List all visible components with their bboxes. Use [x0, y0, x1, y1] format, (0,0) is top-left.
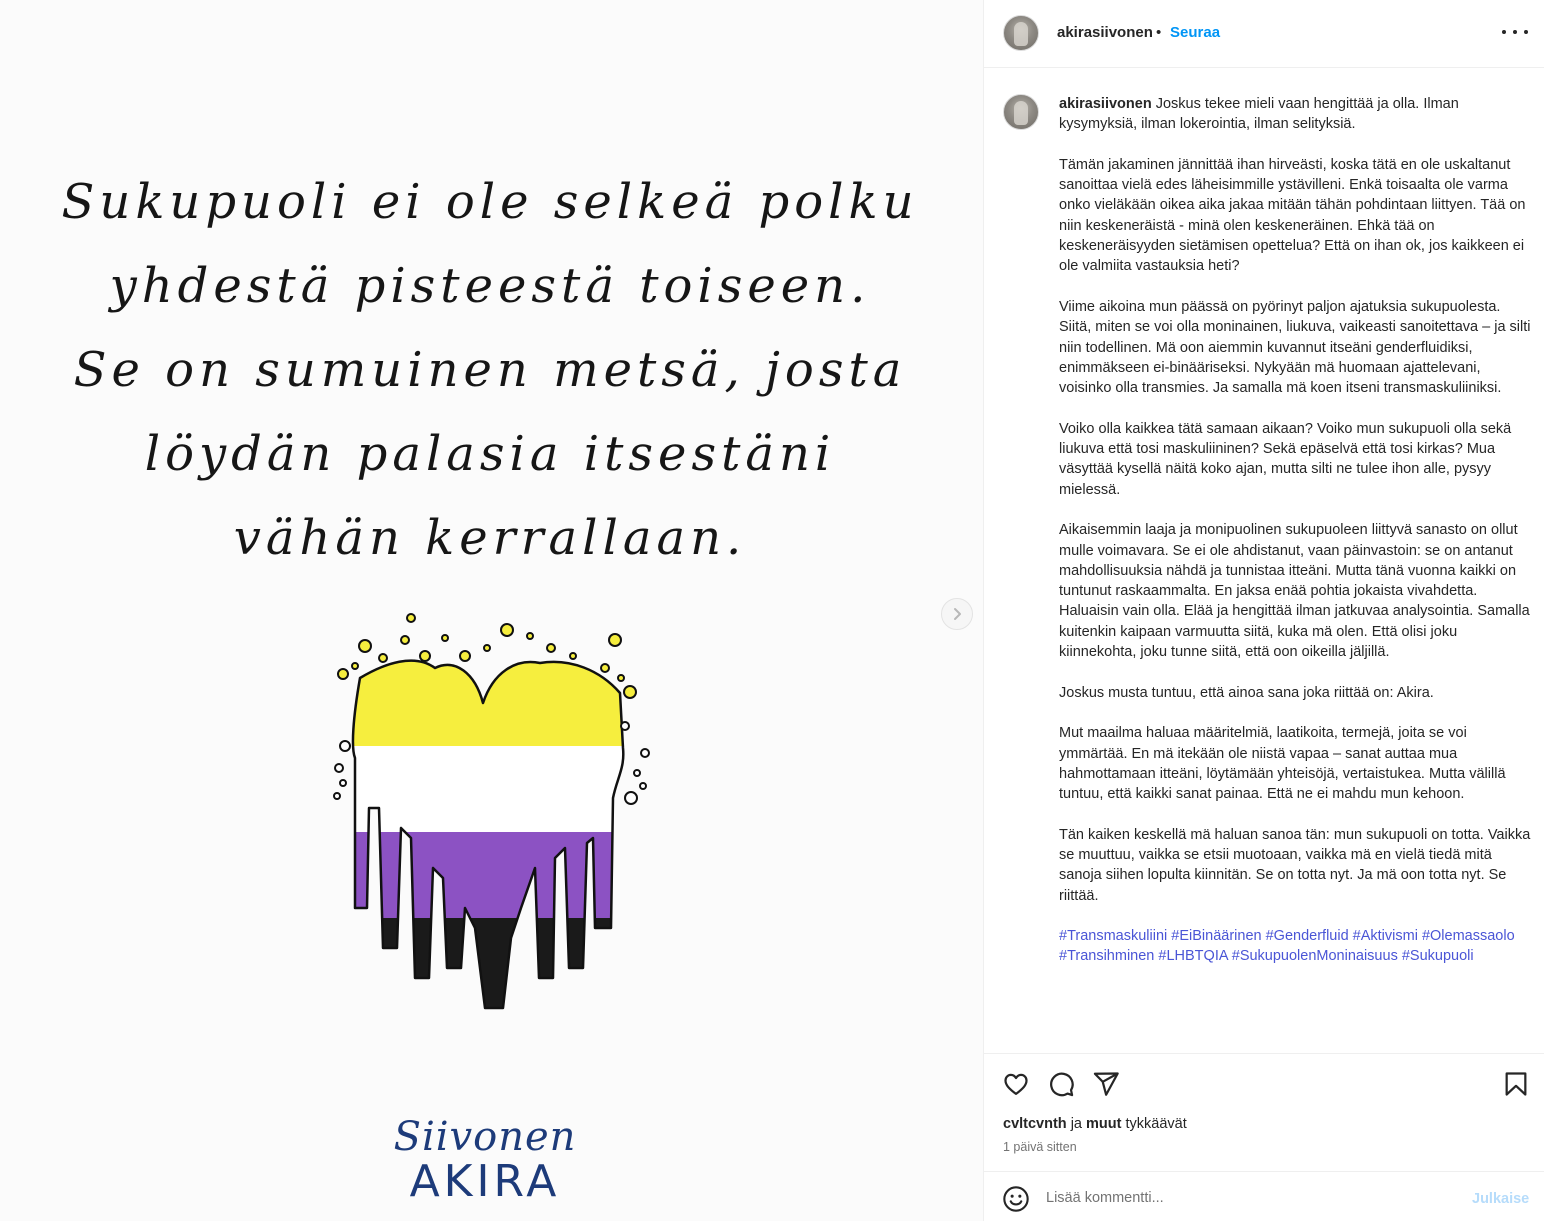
quote-line: vähän kerrallaan. — [233, 510, 747, 566]
avatar[interactable] — [1003, 94, 1039, 130]
liked-by-username[interactable]: cvltcvnth — [1003, 1116, 1067, 1132]
header-separator: • — [1156, 24, 1162, 41]
share-icon[interactable] — [1092, 1070, 1120, 1098]
brand-logo — [380, 1115, 590, 1205]
caption-paragraph: Tän kaiken keskellä mä haluan sanoa tän: mun sukupuoli on totta. Vaikka se muuttuu, vaikka se etsii muotoaan, vaikka mä en vielä tiedä mitä sanoja siihen lopulta kiinnitän. Se on totta nyt. Ja mä oon totta nyt. Se riittää. — [1059, 826, 1531, 904]
heart-icon[interactable] — [1002, 1070, 1030, 1098]
caption-paragraph: Aikaisemmin laaja ja monipuolinen sukupuoleen liittyvä sanasto on ollut mulle voimavara. Se ei ole ahdistanut, vaan päinvastoin: se on antanut mahdollisuuksia nähdä ja tunnistaa itteäni. Mutta tänä vuonna kaikki on tuntunut raskaammalta. En jaksa enää pohtia jokaista vivahdetta. Haluaisin vain olla. Elää ja hengittää ilman jatkuvaa analysointia. Samalla kuitenkin kaipaan varmuutta siitä, kuka mä olen. Että olisi joku kiinnekohta, joku tunne siitä, että oon oikeilla jäljillä. — [1059, 522, 1530, 661]
post-header — [984, 0, 1544, 68]
hashtag-link[interactable]: #EiBinäärinen — [1171, 928, 1262, 945]
post-actions — [984, 1053, 1544, 1171]
caption-paragraph: Joskus musta tuntuu, että ainoa sana joka riittää on: Akira. — [1059, 684, 1434, 701]
post-sidebar — [983, 0, 1544, 1221]
header-username[interactable]: akirasiivonen — [1057, 24, 1153, 41]
avatar[interactable] — [1003, 15, 1039, 51]
hashtag-link[interactable]: #Sukupuoli — [1401, 948, 1474, 965]
quote-text — [40, 160, 940, 580]
quote-line: yhdestä pisteestä toiseen. — [109, 258, 871, 314]
likes-summary — [1003, 1116, 1187, 1132]
carousel-next-button[interactable] — [941, 598, 973, 630]
more-horizontal-icon[interactable] — [1502, 22, 1528, 42]
brand-logo-script: Siivonen — [393, 1114, 577, 1160]
chevron-right-icon — [950, 607, 964, 621]
likes-suffix: tykkäävät — [1125, 1116, 1187, 1132]
hashtag-link[interactable]: #LHBTQIA — [1158, 948, 1228, 965]
caption-text — [1059, 94, 1531, 987]
quote-line: Se on sumuinen metsä, josta — [73, 342, 907, 398]
hashtag-link[interactable]: #Transmaskuliini — [1059, 928, 1168, 945]
post-timestamp[interactable]: 1 päivä sitten — [1003, 1140, 1077, 1154]
caption-area — [984, 68, 1544, 1053]
caption-paragraph: Voiko olla kaikkea tätä samaan aikaan? Voiko mun sukupuoli olla sekä liukuva että tosi maskuliininen? Sekä epäselvä että tosi kirkas? Mua väsyttää kysellä näitä koko ajan, mutta silti ne tulee ihon alle, pysyy mielessä. — [1059, 420, 1512, 498]
post-comment-button[interactable]: Julkaise — [1472, 1191, 1530, 1207]
brand-logo-caps: AKIRA — [409, 1156, 561, 1207]
comment-bar — [984, 1171, 1544, 1221]
caption-paragraph — [1059, 94, 1531, 135]
follow-button[interactable]: Seuraa — [1170, 24, 1221, 41]
quote-line: Sukupuoli ei ole selkeä polku — [61, 174, 919, 230]
hashtag-link[interactable]: #SukupuolenMoninaisuus — [1231, 948, 1398, 965]
nonbinary-heart-illustration — [325, 608, 655, 1018]
hashtag-link[interactable]: #Aktivismi — [1352, 928, 1418, 945]
hashtag-link[interactable]: #Transihminen — [1059, 948, 1155, 965]
emoji-icon[interactable] — [1002, 1185, 1030, 1213]
comment-input[interactable] — [1046, 1184, 1446, 1212]
caption-paragraph: Mut maailma haluaa määritelmiä, laatikoita, termejä, joita se voi ymmärtää. En mä itekään ole niistä vapaa – sanat auttaa mua hahmottamaan itteäni, löytämään yhteisöjä, vertaistukea. Mutta välillä tuntuu, että kaikki sanat painaa. Että ne ei mahdu mun kehoon. — [1059, 725, 1506, 803]
caption-paragraph: Tämän jakaminen jännittää ihan hirveästi, koska tätä en ole uskaltanut sanoittaa vielä edes läheisimmille ystävilleni. Enkä toisaalta ole varma onko vieläkään oikea aika jakaa mitään tähän pohdintaan liittyen. Tää on niin keskeneräistä - minä olen keskeneräinen. Ehkä tää on keskeneräisyyden sietämisen opettelua? Että on ihan ok, jos kaikkeen ei ole valmiita vastauksia heti? — [1059, 156, 1526, 275]
caption-paragraph-text: Joskus tekee mieli vaan hengittää ja olla. Ilman kysymyksiä, ilman lokerointia, ilman selityksiä. — [1059, 96, 1459, 133]
hashtag-link[interactable]: #Genderfluid — [1265, 928, 1349, 945]
comment-icon[interactable] — [1047, 1070, 1075, 1098]
caption-paragraph: Viime aikoina mun päässä on pyörinyt paljon ajatuksia sukupuolesta. Siitä, miten se voi olla moninainen, liukuva, vaikeasti sanoitettava – ja silti niin todellinen. Mä oon aiemmin kuvannut itseäni genderfluidiksi, enimmäkseen ei-binääriseksi. Nykyään mä huomaan ajattelevani, voisinko olla transmies. Ja samalla mä koen itseni transmaskuliiniksi. — [1059, 298, 1531, 397]
hashtag-list — [1059, 926, 1531, 967]
likes-others-link[interactable]: muut — [1086, 1116, 1122, 1132]
caption-username[interactable]: akirasiivonen — [1059, 96, 1152, 112]
hashtag-link[interactable]: #Olemassaolo — [1421, 928, 1515, 945]
likes-connector: ja — [1070, 1116, 1082, 1132]
bookmark-icon[interactable] — [1502, 1070, 1530, 1098]
quote-line: löydän palasia itsestäni — [144, 426, 836, 482]
